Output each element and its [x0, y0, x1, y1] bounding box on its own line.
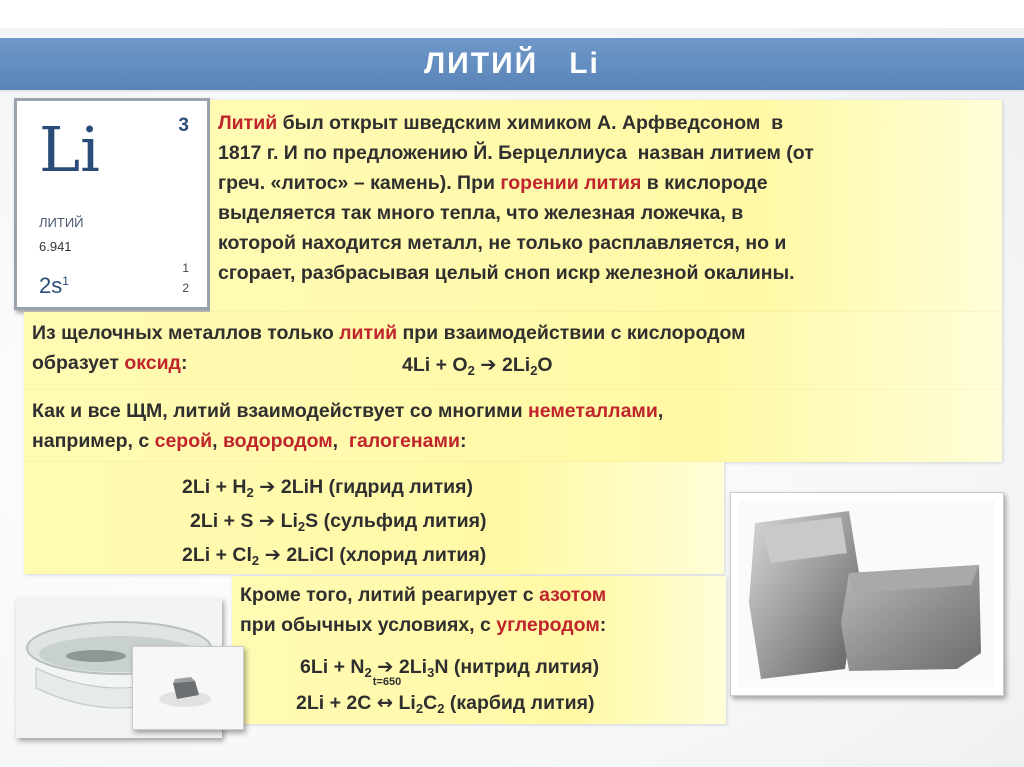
highlight-term: литий [339, 322, 398, 344]
text-line [218, 138, 1008, 168]
text-segment: Как и все ЩМ, литий взаимодействует со многими [32, 400, 529, 422]
oxide-equation: $4Li + O_2$ ➔ $2Li_2O$ [402, 353, 553, 378]
text-segment: , [332, 430, 349, 452]
text-line [218, 198, 1008, 228]
text-segment: греч. «литос» – камень). При [218, 172, 501, 194]
highlight-term: азотом [539, 584, 607, 606]
text-segment: Из щелочных металлов только [32, 322, 340, 344]
text-segment: при взаимодействии с кислородом [397, 322, 746, 344]
electron-config: $2s^1$ [39, 273, 69, 298]
hydride-equation: $2Li + H_2$ ➔ 2LiH (гидрид лития) [182, 475, 474, 500]
text-segment: : [459, 430, 467, 452]
text-line [32, 426, 992, 456]
text-segment: , [212, 430, 223, 452]
text-segment: которой находится металл, не только расплавляется, но и [218, 232, 787, 254]
atomic-mass: 6.941 [39, 239, 72, 254]
text-segment: был открыт шведским химиком А. Арфведсоном в [277, 112, 784, 134]
highlight-term: Литий [218, 112, 278, 134]
text-line [240, 610, 730, 640]
carbide-equation: 2Li + 2C t=650 ↔ $Li_2C_2$ (карбид лития) [296, 676, 595, 716]
lithium-piece-image [133, 647, 243, 729]
shell-2: 2 [182, 281, 189, 295]
highlight-term: горении лития [500, 172, 642, 194]
element-symbol: Li [39, 113, 101, 186]
highlight-term: водородом [222, 430, 333, 452]
text-segment: : [180, 352, 188, 374]
nitride-equation: $6Li + N_2$ ➔ $2Li_3N$ (нитрид лития) [300, 655, 600, 680]
text-line [32, 318, 992, 348]
text-line [218, 258, 1008, 288]
text-segment: в кислороде [641, 172, 768, 194]
reaction-condition: t=650 [372, 676, 402, 688]
intro-text [218, 108, 1008, 288]
highlight-term: оксид [124, 352, 181, 374]
element-name: ЛИТИЙ [39, 215, 84, 230]
text-segment: , [657, 400, 664, 422]
sulfide-equation: 2Li + S ➔ $Li_2S$ (сульфид лития) [190, 509, 487, 534]
text-line [32, 396, 992, 426]
element-card [14, 98, 210, 310]
highlight-term: неметаллами [528, 400, 658, 422]
text-line [218, 168, 1008, 198]
lithium-metal-image [731, 493, 1003, 695]
shell-1: 1 [182, 261, 189, 275]
text-segment: 1817 г. И по предложению Й. Берцеллиуса назван литием (от [218, 142, 814, 164]
text-line [240, 580, 730, 610]
text-line [218, 228, 1008, 258]
text-segment: образует [32, 352, 125, 374]
text-line [218, 108, 1008, 138]
text-segment: при обычных условиях, с [240, 614, 497, 636]
highlight-term: углеродом [496, 614, 600, 636]
text-segment: выделяется так много тепла, что железная ложечка, в [218, 202, 744, 224]
text-segment: например, с [32, 430, 155, 452]
nonmetals-text [32, 396, 992, 456]
nitrogen-text [240, 580, 730, 640]
text-segment: сгорает, разбрасывая целый сноп искр железной окалины. [218, 262, 795, 284]
lithium-metal-photo [730, 492, 1004, 696]
text-segment: : [599, 614, 607, 636]
chloride-equation: $2Li + Cl_2$ ➔ 2LiCl (хлорид лития) [182, 543, 487, 568]
highlight-term: галогенами [348, 430, 460, 452]
highlight-term: серой [154, 430, 213, 452]
atomic-number: 3 [178, 115, 189, 136]
page-title: ЛИТИЙ Li [424, 47, 600, 80]
lithium-piece-photo [132, 646, 244, 730]
text-segment: Кроме того, литий реагирует с [240, 584, 540, 606]
